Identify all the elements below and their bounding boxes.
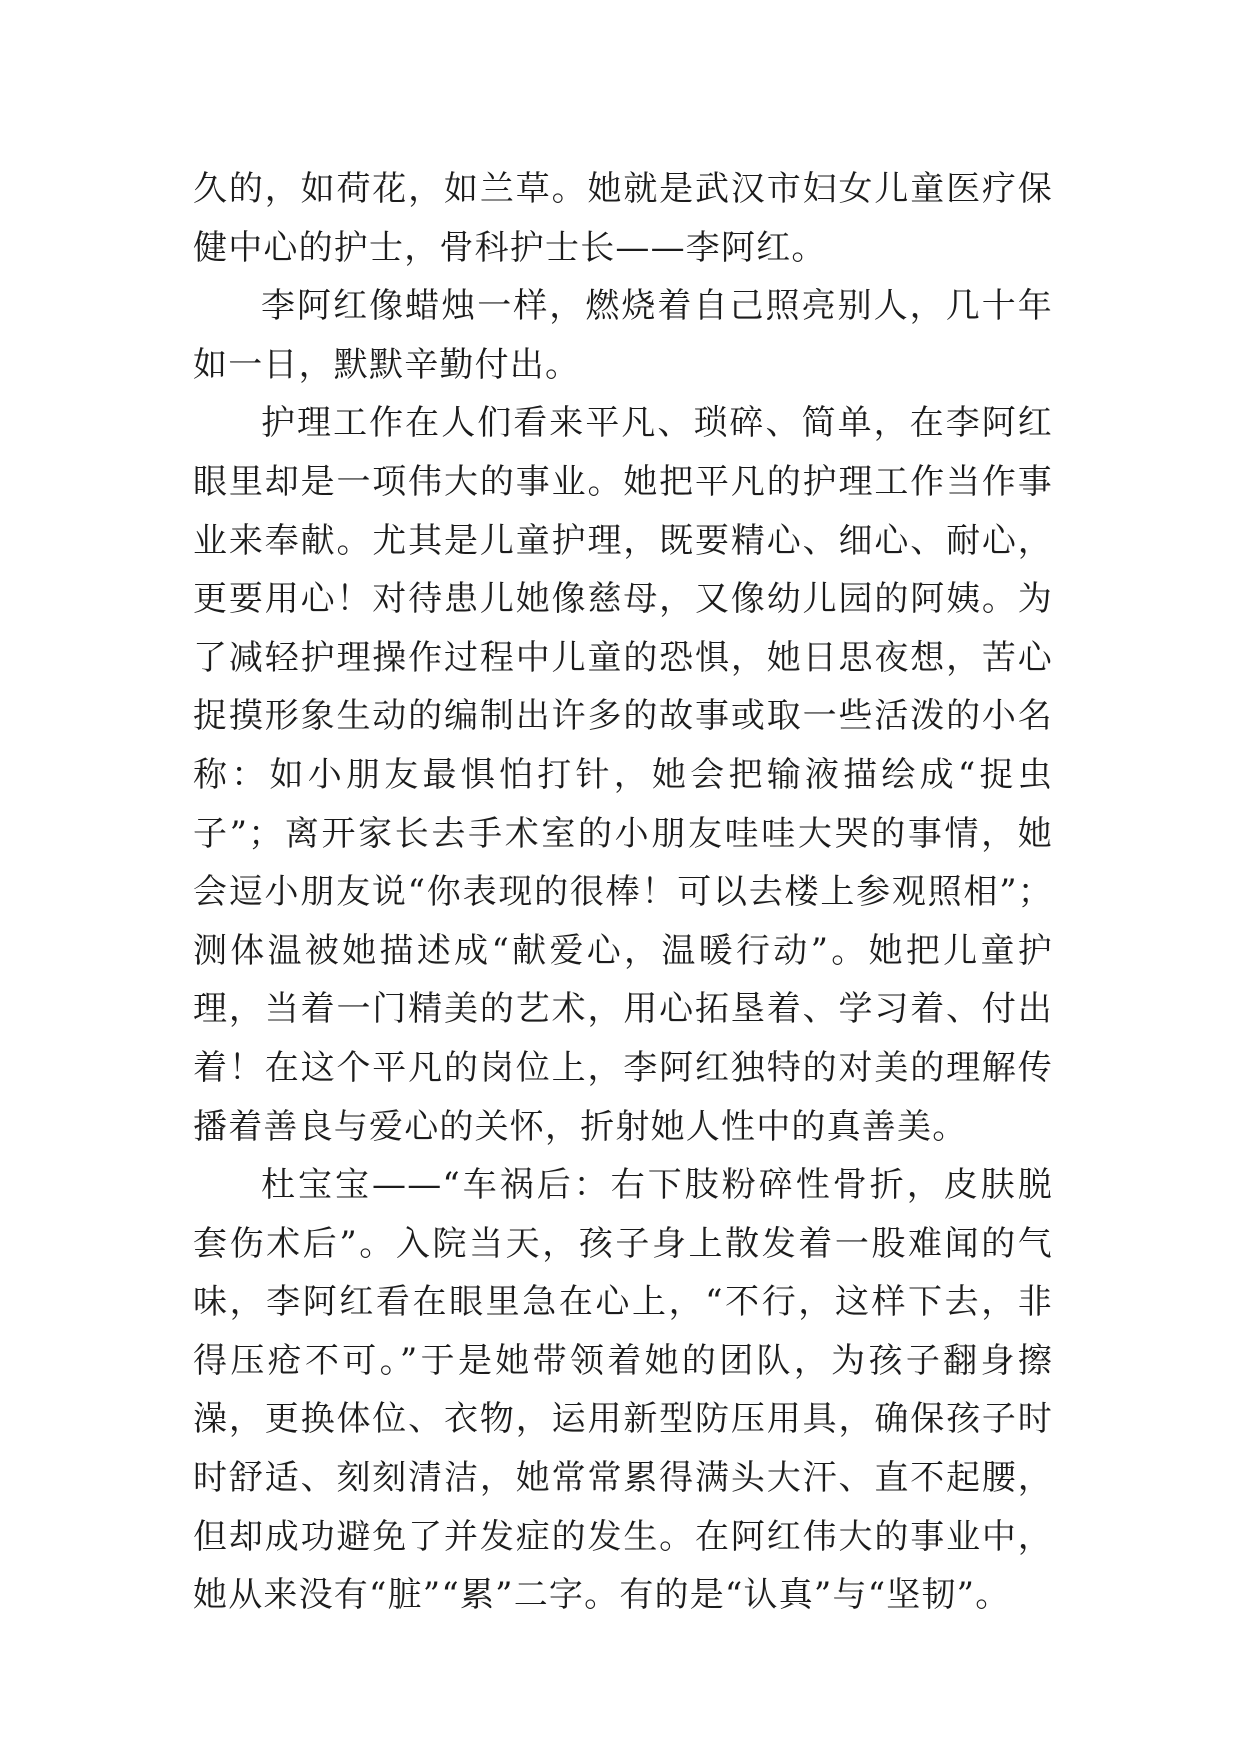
paragraph-candle: 李阿红像蜡烛一样，燃烧着自己照亮别人，几十年如一日，默默辛勤付出。	[193, 286, 1053, 385]
paragraph-continued: 久的，如荷花，如兰草。她就是武汉市妇女儿童医疗保健中心的护士，骨科护士长——李阿红。	[193, 169, 1053, 268]
body-text	[193, 160, 1053, 1625]
paragraph-nursing-work: 护理工作在人们看来平凡、琐碎、简单，在李阿红眼里却是一项伟大的事业。她把平凡的护理工作当作事业来奉献。尤其是儿童护理，既要精心、细心、耐心，更要用心！对待患儿她像慈母，又像幼儿园的阿姨。为了减轻护理操作过程中儿童的恐惧，她日思夜想，苦心捉摸形象生动的编制出许多的故事或取一些活泼的小名称：如小朋友最惧怕打针，她会把输液描绘成“捉虫子”；离开家长去手术室的小朋友哇哇大哭的事情，她会逗小朋友说“你表现的很棒！可以去楼上参观照相”；测体温被她描述成“献爱心，温暖行动”。她把儿童护理，当着一门精美的艺术，用心拓垦着、学习着、付出着！在这个平凡的岗位上，李阿红独特的对美的理解传播着善良与爱心的关怀，折射她人性中的真善美。	[193, 403, 1053, 1147]
paragraph-du-baobao: 杜宝宝——“车祸后：右下肢粉碎性骨折，皮肤脱套伤术后”。入院当天，孩子身上散发着一股难闻的气味，李阿红看在眼里急在心上，“不行，这样下去，非得压疮不可。”于是她带领着她的团队，为孩子翻身擦澡，更换体位、衣物，运用新型防压用具，确保孩子时时舒适、刻刻清洁，她常常累得满头大汗、直不起腰，但却成功避免了并发症的发生。在阿红伟大的事业中，她从来没有“脏”“累”二字。有的是“认真”与“坚韧”。	[193, 1165, 1053, 1616]
